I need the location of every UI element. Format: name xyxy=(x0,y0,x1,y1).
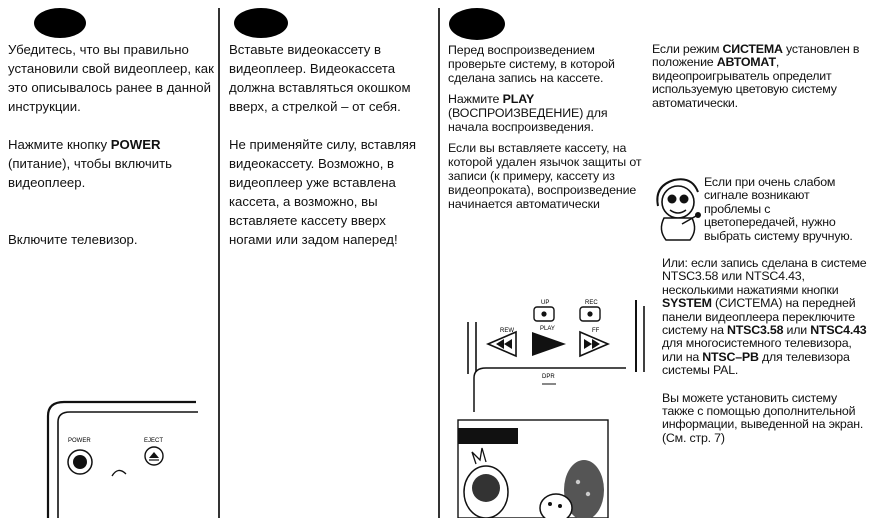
column-divider-2 xyxy=(438,8,440,518)
play-label: PLAY xyxy=(540,326,555,332)
ntsc358-keyword: NTSC3.58 xyxy=(727,323,784,338)
col2-text xyxy=(229,40,429,249)
col3-text xyxy=(448,43,648,211)
col3-paragraph-2: Нажмите PLAY (ВОСПРОИЗВЕДЕНИЕ) для начала воспроизведения. xyxy=(448,92,608,134)
col1-paragraph-2: Нажмите кнопку POWER (питание), чтобы включить видеоплеер. xyxy=(8,137,172,190)
ntscpb-keyword: NTSC–PB xyxy=(702,349,759,364)
play-keyword: PLAY xyxy=(502,92,535,106)
col4-tip xyxy=(704,176,866,243)
step-badge-2 xyxy=(234,8,288,38)
col4-paragraph-3: Или: если запись сделана в системе NTSC3.58 или NTSC4.43, несколькими нажатиями кнопки SYSTEM (СИСТЕМА) на передней панели видеоплеера переключите систему на NTSC3.58 или NTSC4.43 для многосистемного телевизора, или на NTSC–PB для телевизора системы PAL. xyxy=(662,256,867,378)
col1-text xyxy=(8,40,214,249)
col3-paragraph-3: Если вы вставляете кассету, на которой удален язычок защиты от записи (к примеру, кассету из видеопроката), воспроизведение начинается автоматически xyxy=(448,141,642,211)
rec-label: REC xyxy=(585,300,598,306)
play-button-icon xyxy=(532,332,566,356)
rew-label: REW xyxy=(500,328,514,334)
ntsc443-keyword: NTSC4.43 xyxy=(810,323,867,338)
col1-paragraph-1: Убедитесь, что вы правильно установили свой видеоплеер, как это описывалось ранее в данной инструкции. xyxy=(8,42,214,114)
tv-screen-bar xyxy=(458,428,518,444)
system-keyword: СИСТЕМА xyxy=(722,42,783,56)
dpr-label: DPR xyxy=(542,374,555,380)
eject-label: EJECT xyxy=(144,438,164,444)
vcr-power-illustration xyxy=(46,396,206,518)
col1-paragraph-3: Включите телевизор. xyxy=(8,232,138,247)
auto-keyword: АВТОМАТ xyxy=(716,55,776,70)
column-divider-1 xyxy=(218,8,220,518)
step-badge-1 xyxy=(34,8,86,38)
power-label: POWER xyxy=(68,438,91,444)
step-badge-3 xyxy=(449,8,505,40)
col3-paragraph-1: Перед воспроизведением проверьте систему, в которой сделана запись на кассете. xyxy=(448,43,615,85)
col4-text-lower xyxy=(662,257,870,445)
vcr-controls-illustration xyxy=(446,294,656,518)
col4-paragraph-4: Вы можете установить систему также с помощью дополнительной информации, выведенной на экран. (См. стр. 7) xyxy=(662,390,864,445)
ff-label: FF xyxy=(592,328,600,334)
power-keyword: POWER xyxy=(110,137,161,152)
up-label: UP xyxy=(541,300,550,306)
col2-paragraph-2: Не применяйте силу, вставляя видеокассету. Возможно, в видеоплеер уже вставлена кассета, а возможно, вы вставляете кассету вверх ногами или задом наперед! xyxy=(229,137,417,247)
col4-text xyxy=(652,43,866,110)
col2-paragraph-1: Вставьте видеокассету в видеоплеер. Видеокассета должна вставляться окошком вверх, а стрелкой – от себя. xyxy=(229,42,411,114)
system-button-keyword: SYSTEM xyxy=(662,296,712,311)
tip-text: Если при очень слабом сигнале возникают проблемы с цветопередачей, нужно выбрать систему вручную. xyxy=(704,175,853,243)
tip-mascot-icon xyxy=(652,172,704,244)
col4-paragraph-1: Если режим СИСТЕМА установлен в положение АВТОМАТ, видеопроигрыватель определит используемую цветовую систему автоматически. xyxy=(652,42,860,110)
